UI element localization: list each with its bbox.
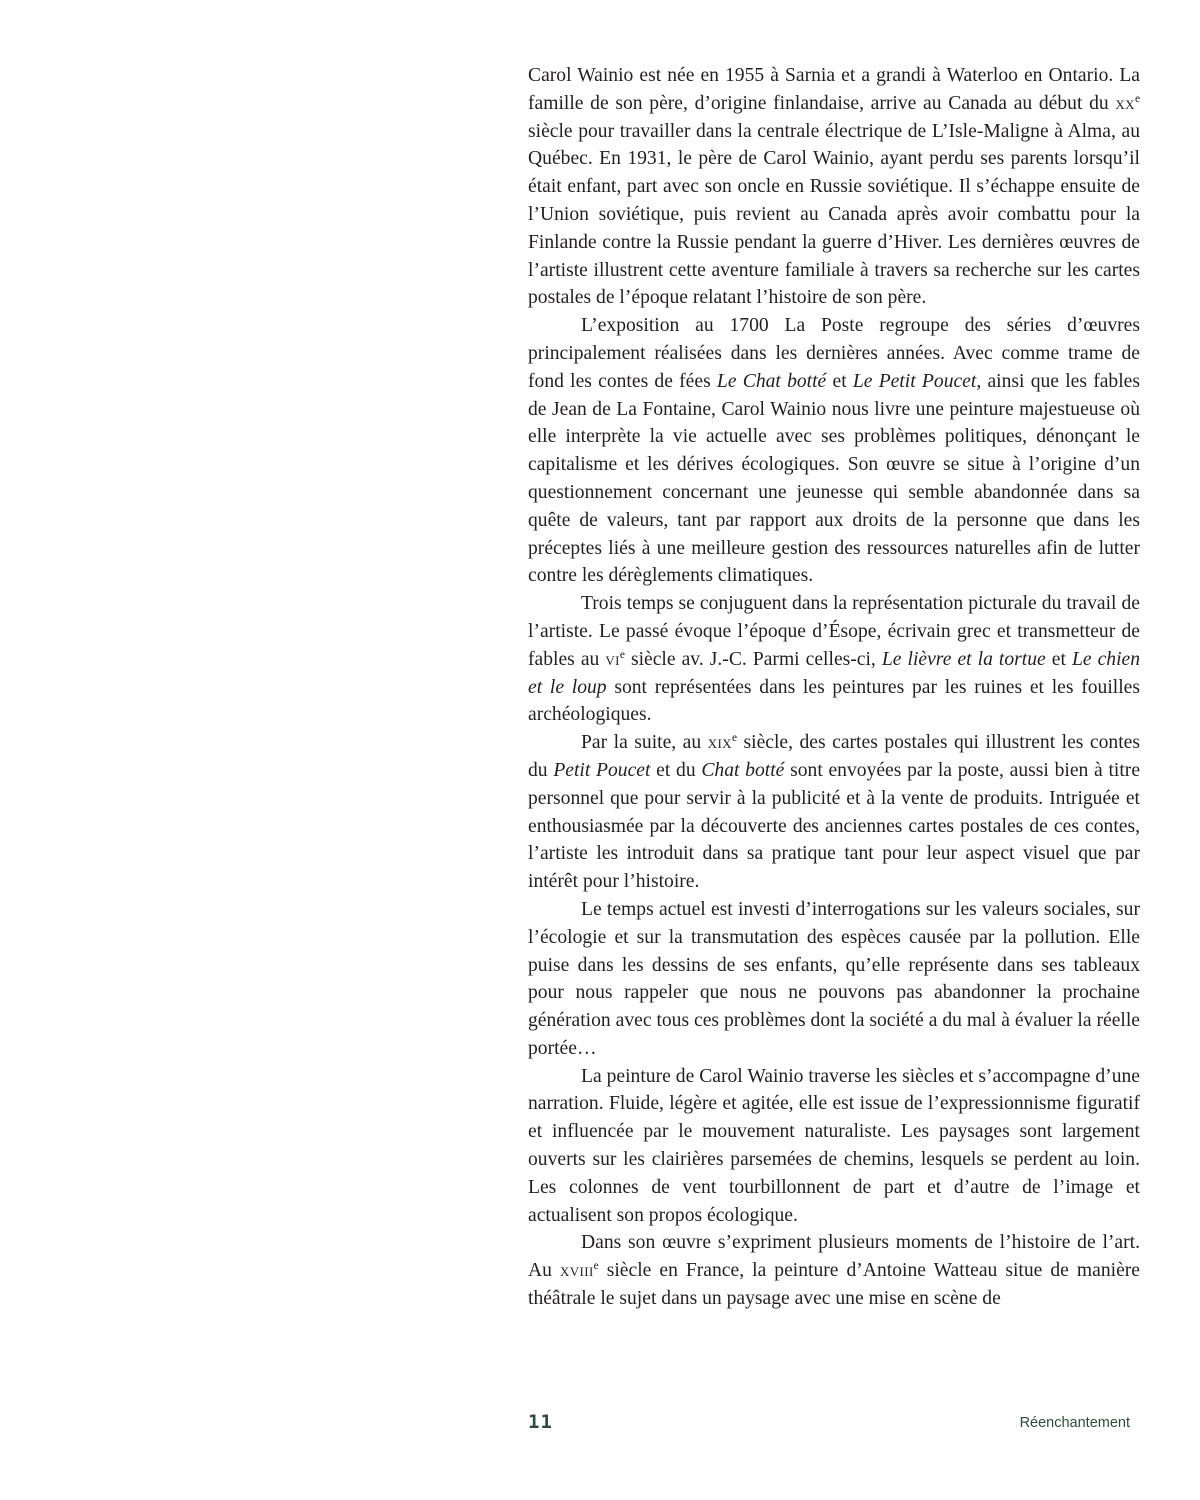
century-numeral: xviii (559, 1260, 594, 1282)
work-title: Chat botté (701, 759, 785, 781)
work-title: Le chien et le loup (528, 648, 1141, 698)
paragraph-postcards: Par la suite, au xix$^e$ siècle, des cartes postales qui illustrent les contes du Petit Poucet et du Chat botté sont envoyées par la poste, aussi bien à titre personnel que pour servir à la publicité et à la vente de produits. Intriguée et enthousiasmée par la découverte des anciennes cartes postales de ces contes, l’artiste les introduit dans sa pratique tant pour leur aspect visuel que par intérêt pour l’histoire. (528, 732, 1141, 893)
page-number: 11 (528, 1411, 553, 1433)
article-body (528, 62, 1140, 1313)
paragraph-painting-style: La peinture de Carol Wainio traverse les siècles et s’accompagne d’une narration. Fluide, légère et agitée, elle est issue de l’expressionnisme figuratif et influencée par le mouvement naturaliste. Les paysages sont largement ouverts sur les clairières parsemées de chemins, lesquels se perdent au loin. Les colonnes de vent tourbillonnent de part et d’autre de l’image et actualisent son propos écologique. (528, 1065, 1140, 1226)
work-title: Le Chat botté (716, 370, 827, 392)
paragraph-exhibition: L’exposition au 1700 La Poste regroupe des séries d’œuvres principalement réalisées dans les dernières années. Avec comme trame de fond les contes de fées Le Chat botté et Le Petit Poucet, ainsi que les fables de Jean de La Fontaine, Carol Wainio nous livre une peinture majestueuse où elle interprète la vie actuelle avec ses problèmes politiques, dénonçant le capitalisme et les dérives écologiques. Son œuvre se situe à l’origine d’un questionnement concernant une jeunesse qui semble abandonnée dans sa quête de valeurs, tant par rapport aux droits de la personne que dans les préceptes liés à une meilleure gestion des ressources naturelles afin de lutter contre les dérèglements climatiques. (528, 315, 1140, 587)
century-numeral: vi (605, 648, 620, 670)
paragraph-present-time: Le temps actuel est investi d’interrogations sur les valeurs sociales, sur l’écologie et sur la transmutation des espèces causée par la pollution. Elle puise dans les dessins de ses enfants, qu’elle représente dans ses tableaux pour nous rappeler que nous ne pouvons pas abandonner la prochaine génération avec tous ces problèmes dont la société a du mal à évaluer la réelle portée… (528, 898, 1140, 1059)
work-title: Le Petit Poucet (852, 370, 977, 392)
paragraph-art-history: Dans son œuvre s’expriment plusieurs moments de l’histoire de l’art. Au xviii$^e$ siècle en France, la peinture d’Antoine Watteau situe de manière théâtrale le sujet dans un paysage avec une mise en scène de (528, 1232, 1140, 1310)
page-footer (528, 1411, 1130, 1441)
century-numeral: xix (707, 732, 732, 754)
work-title: Petit Poucet (553, 759, 651, 781)
paragraph-three-times: Trois temps se conjuguent dans la représentation picturale du travail de l’artiste. Le passé évoque l’époque d’Ésope, écrivain grec et transmetteur de fables au $vi^e$ siècle av. J.-C. Parmi celles-ci, Le lièvre et la tortue et Le chien et le loup sont représentées dans les peintures par les ruines et les fouilles archéologiques. (528, 593, 1141, 726)
century-numeral: xx (1115, 92, 1135, 114)
paragraph-biography: Carol Wainio est née en 1955 à Sarnia et a grandi à Waterloo en Ontario. La famille de son père, d’origine finlandaise, arrive au Canada au début du $xx^e$ siècle pour travailler dans la centrale électrique de L’Isle-Maligne à Alma, au Québec. En 1931, le père de Carol Wainio, ayant perdu ses parents lorsqu’il était enfant, part avec son oncle en Russie soviétique. Il s’échappe ensuite de l’Union soviétique, puis revient au Canada après avoir combattu pour la Finlande contre la Russie pendant la guerre d’Hiver. Les dernières œuvres de l’artiste illustrent cette aventure familiale à travers sa recherche sur les cartes postales de l’époque relatant l’histoire de son père. (528, 65, 1140, 309)
work-title: Le lièvre et la tortue (881, 648, 1046, 670)
running-title: Réenchantement (1019, 1415, 1130, 1431)
